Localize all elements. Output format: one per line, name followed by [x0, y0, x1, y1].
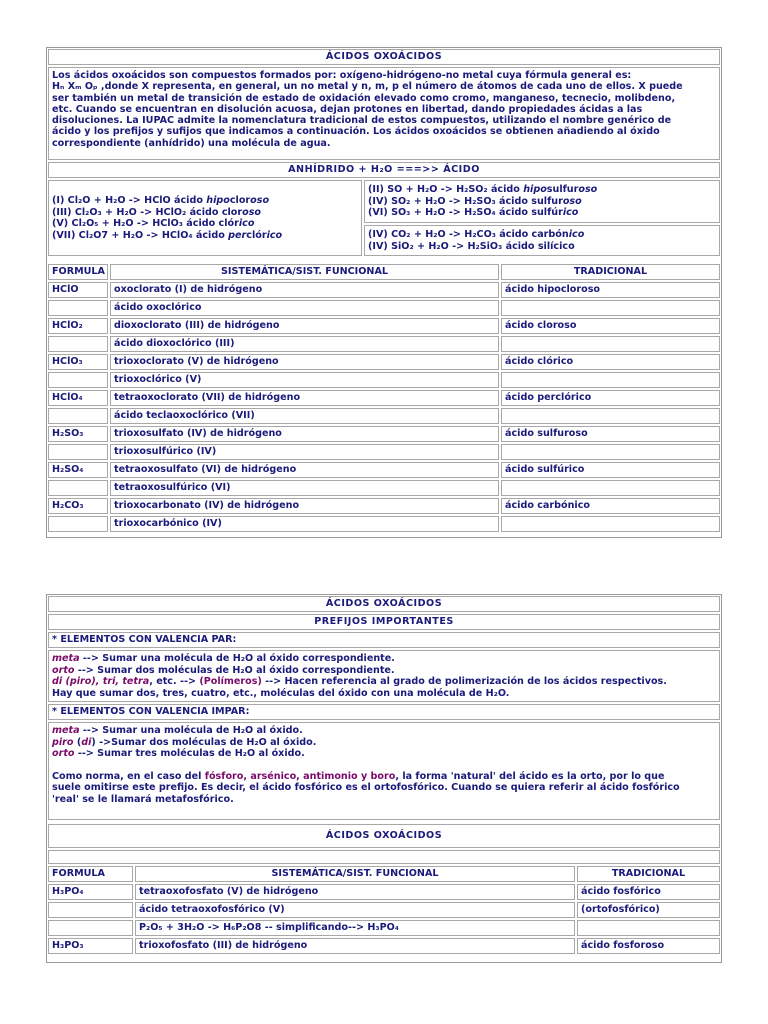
top-title: ÁCIDOS OXOÁCIDOS: [48, 49, 720, 65]
even-valence-header: * ELEMENTOS CON VALENCIA PAR:: [48, 632, 720, 648]
table-row: [48, 354, 720, 370]
trad-cell: [501, 336, 720, 352]
intro-line: disoluciones. La IUPAC admite la nomenclatura tradicional de estos compuestos, utilizando el nombre genérico de: [52, 115, 672, 127]
prefix-line: orto --> Sumar dos moléculas de H₂O al óxido correspondiente.: [52, 664, 395, 676]
reaction-line: (III) Cl₂O₃ + H₂O -> HClO₂ ácido cloroso: [52, 206, 262, 218]
formula-cell: HClO₄: [48, 390, 108, 406]
prefixes-title: PREFIJOS IMPORTANTES: [48, 614, 720, 630]
col-sist-header: SISTEMÁTICA/SIST. FUNCIONAL: [135, 866, 575, 882]
carbon-silicon-reactions: [364, 225, 720, 256]
table-row: [48, 920, 720, 936]
trad-cell: [501, 516, 720, 532]
sist-cell: tetraoxoclorato (VII) de hidrógeno: [110, 390, 499, 406]
formula-cell: [48, 408, 108, 424]
trad-cell: [501, 300, 720, 316]
sist-cell: ácido oxoclórico: [110, 300, 499, 316]
odd-valence-header: * ELEMENTOS CON VALENCIA IMPAR:: [48, 704, 720, 720]
intro-line: correspondiente (anhídrido) una molécula de agua.: [52, 137, 331, 149]
sist-cell: oxoclorato (I) de hidrógeno: [110, 282, 499, 298]
trad-cell: ácido fosforoso: [577, 938, 720, 954]
table-row: [48, 300, 720, 316]
reaction-line: (I) Cl₂O + H₂O -> HClO ácido hipocloroso: [52, 195, 270, 206]
col-trad-header: TRADICIONAL: [577, 866, 720, 882]
trad-cell: [501, 444, 720, 460]
intro-line: Hₙ Xₘ Oₚ ,donde X representa, en general, un no metal y n, m, p el número de átomos de cada uno de ellos. X puede: [52, 81, 683, 93]
table-row: [48, 372, 720, 388]
formula-cell: H₂SO₄: [48, 462, 108, 478]
sist-cell: trioxosulfúrico (IV): [110, 444, 499, 460]
table-row: [48, 516, 720, 532]
trad-cell: ácido sulfúrico: [501, 462, 720, 478]
trad-cell: ácido fosfórico: [577, 884, 720, 900]
top-intro: [48, 67, 720, 160]
note-line: 'real' se le llamará metafosfórico.: [52, 793, 234, 805]
table-header-row: [48, 264, 720, 280]
reaction-line: (V) Cl₂O₅ + H₂O -> HClO₃ ácido clórico: [52, 218, 255, 229]
intro-line: ser también un metal de transición de estado de oxidación elevado como cromo, manganeso, tecnecio, molibdeno,: [52, 92, 676, 104]
top-panel: [46, 47, 722, 538]
intro-line: ácido y los prefijos y sufijos que indicamos a continuación. Los ácidos oxoácidos se obtienen añadiendo al óxido: [52, 126, 660, 138]
prefix-line: meta --> Sumar una molécula de H₂O al óxido correspondiente.: [52, 653, 395, 664]
trad-cell: ácido clórico: [501, 354, 720, 370]
sist-cell: ácido tetraoxofosfórico (V): [135, 902, 575, 918]
sist-cell: tetraoxosulfato (VI) de hidrógeno: [110, 462, 499, 478]
formula-cell: HClO: [48, 282, 108, 298]
sist-cell: trioxosulfato (IV) de hidrógeno: [110, 426, 499, 442]
reaction-line: (VI) SO₃ + H₂O -> H₂SO₄ ácido sulfúrico: [368, 207, 579, 219]
col-formula-header: FORMULA: [48, 866, 133, 882]
formula-cell: [48, 920, 133, 936]
sist-cell: trioxoclorato (V) de hidrógeno: [110, 354, 499, 370]
table-row: [48, 902, 720, 918]
intro-line: Los ácidos oxoácidos son compuestos formados por: oxígeno-hidrógeno-no metal cuya fórmula general es:: [52, 70, 632, 81]
table-row: [48, 444, 720, 460]
formula-cell: [48, 300, 108, 316]
prefix-line: orto --> Sumar tres moléculas de H₂O al óxido.: [52, 748, 305, 759]
table-row: [48, 426, 720, 442]
trad-cell: ácido sulfuroso: [501, 426, 720, 442]
formula-cell: [48, 480, 108, 496]
trad-cell: ácido carbónico: [501, 498, 720, 514]
note-line: Como norma, en el caso del fósforo, arsénico, antimonio y boro, la forma 'natural' del ácido es la orto, por lo que: [52, 770, 665, 782]
reaction-line: (VII) Cl₂O7 + H₂O -> HClO₄ ácido perclórico: [52, 229, 283, 241]
sist-cell: trioxofosfato (III) de hidrógeno: [135, 938, 575, 954]
trad-cell: (ortofosfórico): [577, 902, 720, 918]
formula-cell: H₂SO₃: [48, 426, 108, 442]
formula-cell: [48, 372, 108, 388]
prefix-line: meta --> Sumar una molécula de H₂O al óxido.: [52, 725, 303, 736]
sist-cell: tetraoxosulfúrico (VI): [110, 480, 499, 496]
general-equation: ANHÍDRIDO + H₂O ===>> ÁCIDO: [48, 162, 720, 178]
table-row: [48, 884, 720, 900]
formula-cell: [48, 336, 108, 352]
spacer-row: [48, 850, 720, 864]
phosphorus-table: [48, 866, 720, 954]
table-row: [48, 336, 720, 352]
sist-cell: P₂O₅ + 3H₂O -> H₆P₂O8 -- simplificando--> H₃PO₄: [135, 920, 575, 936]
table-row: [48, 938, 720, 954]
oxoacid-table: [48, 264, 720, 532]
formula-cell: [48, 516, 108, 532]
col-trad-header: TRADICIONAL: [501, 264, 720, 280]
trad-cell: [577, 920, 720, 936]
trad-cell: [501, 408, 720, 424]
formula-cell: H₃PO₃: [48, 938, 133, 954]
reaction-line: (II) SO + H₂O -> H₂SO₂ ácido hiposulfuroso: [368, 184, 598, 196]
col-sist-header: SISTEMÁTICA/SIST. FUNCIONAL: [110, 264, 499, 280]
table-row: [48, 480, 720, 496]
trad-cell: [501, 480, 720, 496]
table-row: [48, 408, 720, 424]
bottom-title-2: ÁCIDOS OXOÁCIDOS: [48, 824, 720, 848]
table-header-row: [48, 866, 720, 882]
sist-cell: dioxoclorato (III) de hidrógeno: [110, 318, 499, 334]
even-valence-body: [48, 650, 720, 702]
trad-cell: ácido hipocloroso: [501, 282, 720, 298]
reaction-line: (IV) SO₂ + H₂O -> H₂SO₃ ácido sulfuroso: [368, 195, 582, 207]
prefix-line: Hay que sumar dos, tres, cuatro, etc., moléculas del óxido con una molécula de H₂O.: [52, 687, 510, 699]
sist-cell: trioxocarbónico (IV): [110, 516, 499, 532]
table-row: [48, 318, 720, 334]
sist-cell: trioxoclórico (V): [110, 372, 499, 388]
table-row: [48, 462, 720, 478]
formula-cell: H₃PO₄: [48, 884, 133, 900]
trad-cell: [501, 372, 720, 388]
prefix-line: piro (di) ->Sumar dos moléculas de H₂O al óxido.: [52, 736, 317, 748]
bottom-title: ÁCIDOS OXOÁCIDOS: [48, 596, 720, 612]
intro-line: etc. Cuando se encuentran en disolución acuosa, dejan protones en libertad, dando propiedades ácidas a las: [52, 103, 643, 115]
odd-valence-body: [48, 722, 720, 820]
bottom-panel: [46, 594, 722, 963]
col-formula-header: FORMULA: [48, 264, 108, 280]
formula-cell: [48, 902, 133, 918]
reaction-line: (IV) CO₂ + H₂O -> H₂CO₃ ácido carbónico: [368, 229, 585, 240]
reaction-line: (IV) SiO₂ + H₂O -> H₂SiO₃ ácido silícico: [368, 240, 575, 252]
sist-cell: trioxocarbonato (IV) de hidrógeno: [110, 498, 499, 514]
formula-cell: HClO₃: [48, 354, 108, 370]
table-row: [48, 282, 720, 298]
formula-cell: [48, 444, 108, 460]
trad-cell: ácido cloroso: [501, 318, 720, 334]
trad-cell: ácido perclórico: [501, 390, 720, 406]
sist-cell: ácido dioxoclórico (III): [110, 336, 499, 352]
note-line: suele omitirse este prefijo. Es decir, el ácido fosfórico es el ortofosfórico. Cuando se quiera referir al ácido fosfórico: [52, 782, 680, 793]
prefix-line: di (piro), tri, tetra, etc. --> (Polímeros) --> Hacen referencia al grado de polimerización de los ácidos respectivos.: [52, 676, 667, 687]
table-row: [48, 390, 720, 406]
sist-cell: ácido teclaoxoclórico (VII): [110, 408, 499, 424]
formula-cell: H₂CO₃: [48, 498, 108, 514]
chlorine-reactions: [48, 180, 362, 256]
formula-cell: HClO₂: [48, 318, 108, 334]
sist-cell: tetraoxofosfato (V) de hidrógeno: [135, 884, 575, 900]
sulfur-reactions: [364, 180, 720, 223]
table-row: [48, 498, 720, 514]
